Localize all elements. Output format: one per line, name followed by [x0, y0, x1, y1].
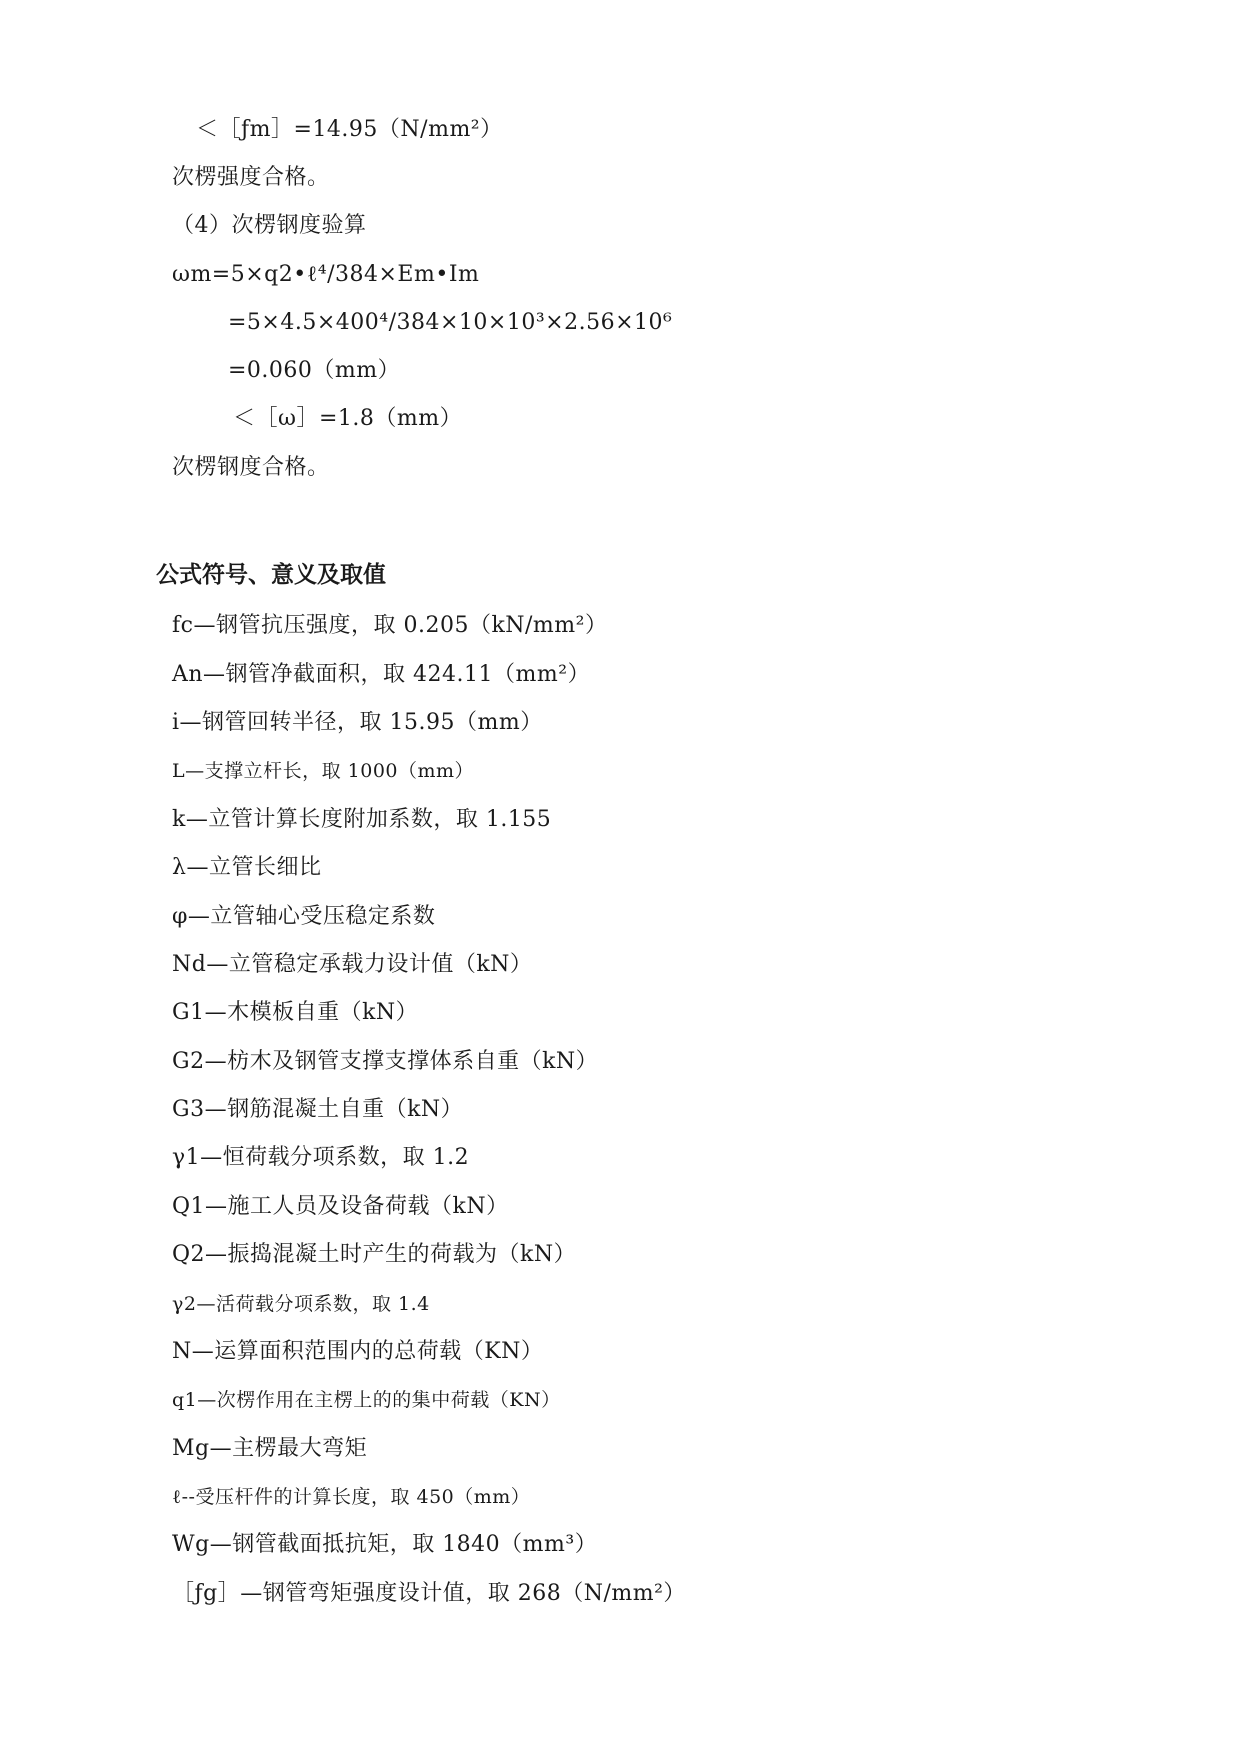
symbol-item: φ—立管轴心受压稳定系数 [172, 904, 436, 929]
symbol-item: λ—立管长细比 [172, 855, 322, 880]
symbol-item: ℓ--受压杆件的计算长度，取 450（mm） [172, 1486, 531, 1508]
symbol-item: Mg—主楞最大弯矩 [172, 1436, 368, 1461]
symbol-item: N—运算面积范围内的总荷载（KN） [172, 1339, 544, 1364]
deflection-limit: ＜［ω］=1.8（mm） [233, 406, 463, 431]
symbol-item: L—支撑立杆长，取 1000（mm） [172, 760, 475, 782]
deflection-substitution: =5×4.5×400⁴/384×10×10³×2.56×10⁶ [228, 310, 673, 335]
stiffness-ok-line: 次楞钢度合格。 [172, 455, 330, 480]
symbol-item: G1—木模板自重（kN） [172, 1000, 419, 1025]
symbol-item: ［ƒg］—钢管弯矩强度设计值，取 268（N/mm²） [172, 1581, 686, 1606]
symbol-item: Wg—钢管截面抵抗矩，取 1840（mm³） [172, 1532, 598, 1557]
symbol-item: fc—钢管抗压强度，取 0.205（kN/mm²） [172, 613, 608, 638]
stiffness-section-title: （4）次楞钢度验算 [172, 213, 367, 238]
symbol-item: k—立管计算长度附加系数，取 1.155 [172, 807, 552, 832]
symbol-item: q1—次楞作用在主楞上的的集中荷载（KN） [172, 1389, 561, 1411]
symbol-item: i—钢管回转半径，取 15.95（mm） [172, 710, 543, 735]
deflection-result: =0.060（mm） [228, 358, 401, 383]
strength-ok-line: 次楞强度合格。 [172, 165, 330, 190]
symbol-item: Q2—振捣混凝土时产生的荷载为（kN） [172, 1242, 577, 1267]
symbol-item: G2—枋木及钢管支撑支撑体系自重（kN） [172, 1049, 599, 1074]
symbol-item: An—钢管净截面积，取 424.11（mm²） [172, 662, 591, 687]
symbols-heading: 公式符号、意义及取值 [156, 562, 386, 588]
strength-limit-line: ＜［ƒm］=14.95（N/mm²） [196, 117, 503, 142]
symbol-item: G3—钢筋混凝土自重（kN） [172, 1097, 464, 1122]
symbol-item: γ2—活荷载分项系数，取 1.4 [172, 1293, 430, 1315]
deflection-formula: ωm=5×q2•ℓ⁴/384×Em•Im [172, 262, 480, 287]
symbol-item: γ1—恒荷载分项系数，取 1.2 [172, 1145, 470, 1170]
symbol-item: Nd—立管稳定承载力设计值（kN） [172, 952, 533, 977]
symbol-item: Q1—施工人员及设备荷载（kN） [172, 1194, 509, 1219]
